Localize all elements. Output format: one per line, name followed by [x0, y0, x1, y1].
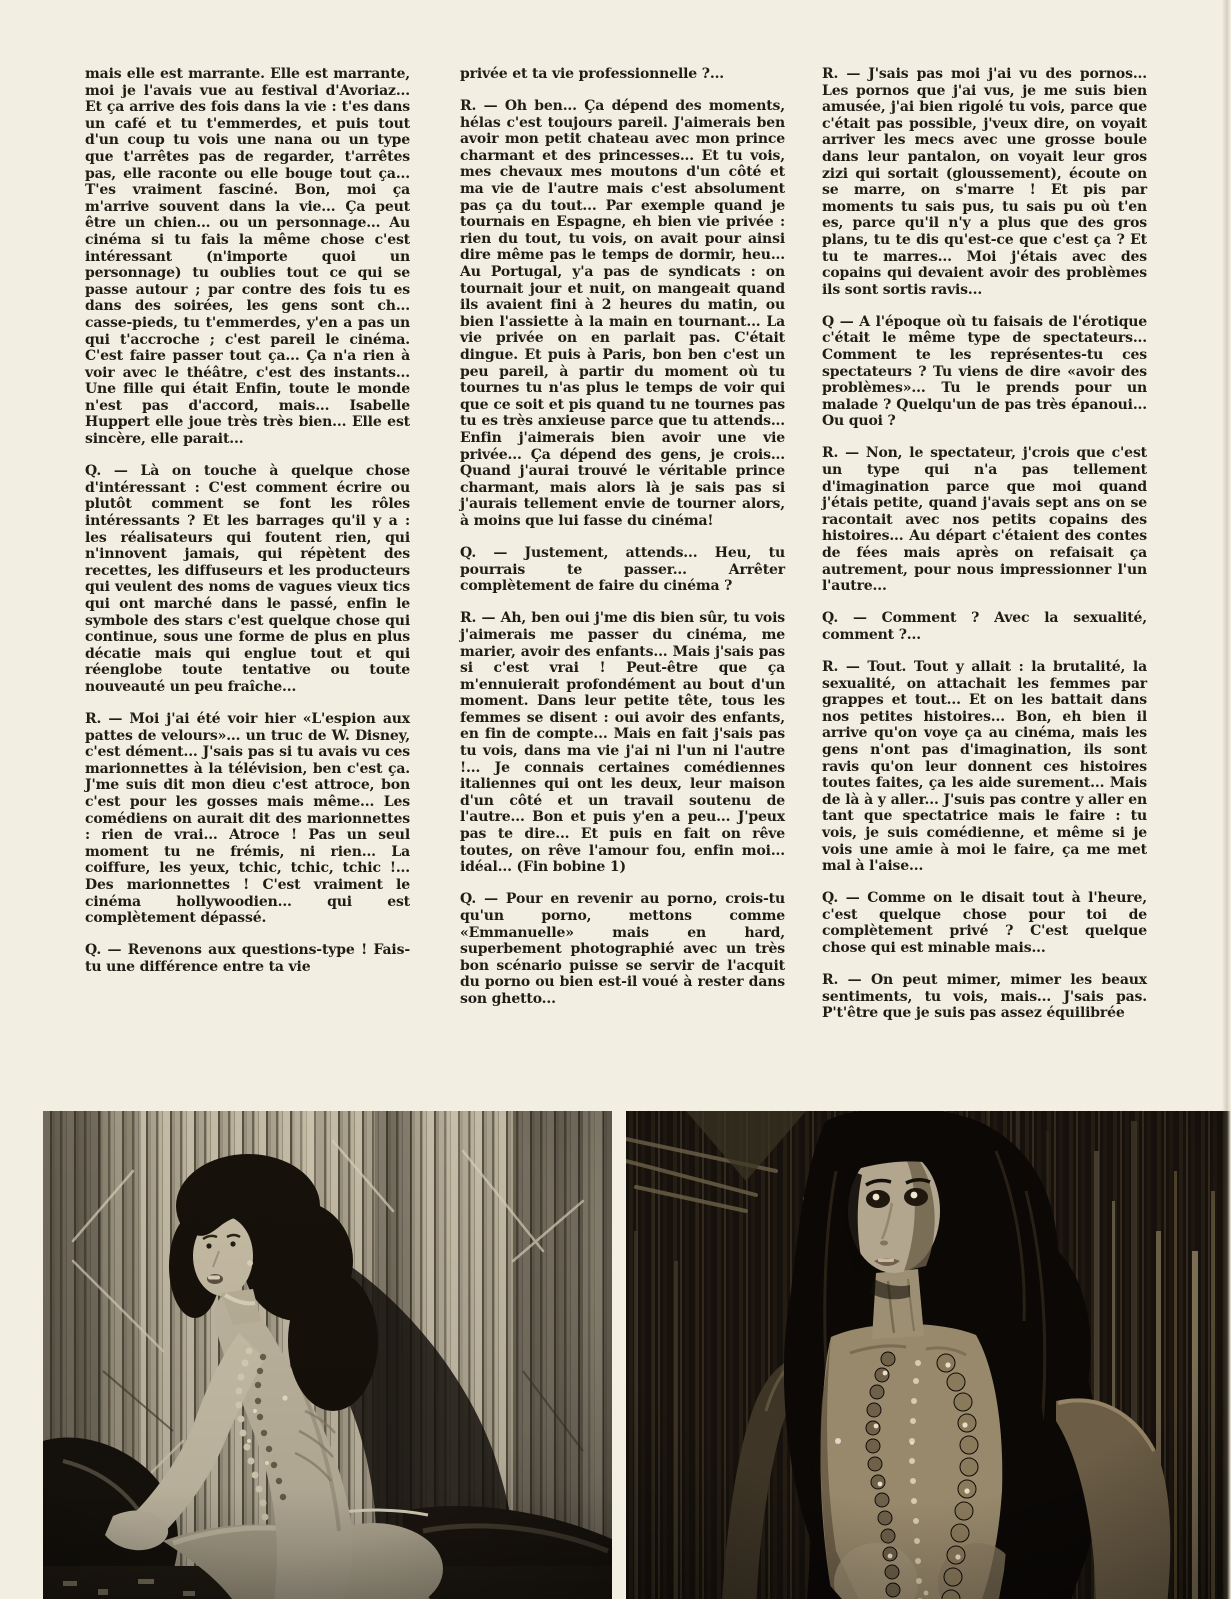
photo-woman-seated-profile-bamboo [43, 1111, 612, 1599]
interview-paragraph: mais elle est marrante. Elle est marrante, moi je l'avais vue au festival d'Avoriaz... Et ça arrive des fois dans la vie : t'es dans un café et tu t'emmerdes, et puis tout d'un coup tu vois une nana ou un type que t'arrêtes pas de regarder, t'arrêtes pas, elle raconte ou elle bouge tout ça... T'es vraiment fasciné. Bon, moi ça m'arrive souvent dans la vie... Ça peut être un chien... ou un personnage... Au cinéma si tu fais la même chose c'est intéressant (n'importe quoi un personnage) tu oublies tout ce qui se passe autour ; par contre des fois tu es dans des soirées, les gens sont ch... casse-pieds, tu t'emmerdes, y'en a pas un qui t'accroche ; c'est pareil le cinéma. C'est faire passer tout ça... Ça n'a rien à voir avec le théâtre, c'est des instants... Une fille qui était Enfin, toute le monde n'est pas d'accord, mais... Isabelle Huppert elle joue très très bien... Elle est sincère, elle parait... [85, 66, 410, 448]
text-column-1 [85, 66, 410, 975]
interview-paragraph: R. — Moi j'ai été voir hier «L'espion aux pattes de velours»... un truc de W. Disney, c'est dément... J'sais pas si tu avais vu ces marionnettes à la télévision, ben c'est ça. J'me suis dit mon dieu c'est attroce, bon c'est pour les gosses mais même... Les comédiens on aurait dit des marionnettes : rien de vrai... Atroce ! Pas un seul moment tu ne frémis, ni rien... La coiffure, les yeux, tchic, tchic, tchic !... Des marionnettes ! C'est vraiment le cinéma hollywoodien... qui est complètement dépassé. [85, 710, 410, 927]
vignette [626, 1111, 1231, 1599]
interview-paragraph: privée et ta vie professionnelle ?... [460, 66, 725, 82]
text-column-2 [460, 66, 785, 1007]
vignette [43, 1111, 612, 1599]
interview-paragraph: Q. — Revenons aux questions-type ! Fais-tu une différence entre ta vie [85, 942, 410, 975]
interview-paragraph: R. — Tout. Tout y allait : la brutalité, la sexualité, on attachait les femmes par grappes et tout... Et on les battait dans nos petites histoires... Bon, eh bien il arrive qu'on voye ça au cinéma, mais les gens n'ont pas d'imagination, ils sont ravis qu'on leur donnent ces histoires toutes faites, ça les aide surement... Mais de là à y aller... J'suis pas contre y aller en tant que spectatrice mais le faire : tu vois, je suis comédienne, et même si je vois une amie à moi le faire, ça me met mal à l'aise... [822, 659, 1147, 875]
interview-paragraph: R. — Oh ben... Ça dépend des moments, hélas c'est toujours pareil. J'aimerais ben avoir mon petit chateau avec mon prince charmant et des princesses... Et tu vois, mes chevaux mes moutons d'un côté et ma vie de l'autre mais c'est absolument pas ça du tout... Par exemple quand je tournais en Espagne, eh bien vie privée : rien du tout, tu vois, on avait pour ainsi dire même pas le temps de dormir, heu... Au Portugal, y'a pas de syndicats : on tournait jour et nuit, on mangeait quand ils avaient fini à 2 heures du matin, ou bien l'assiette à la main en tournant... La vie privée on en parlait pas. C'était dingue. Et puis à Paris, bon ben c'est un peu pareil, à partir du moment où tu tournes tu n'as plus le temps de voir qui que ce soit et pis quand tu ne tournes pas tu es très anxieuse parce que tu attends... Enfin j'aimerais bien avoir une vie privée... Ça dépend des gens, je crois... Quand j'aurai trouvé le véritable prince charmant, mais alors là je sais pas si j'aurais tellement envie de tourner alors, à moins que lui fasse du cinéma! [460, 98, 785, 529]
interview-paragraph: R. — Ah, ben oui j'me dis bien sûr, tu vois j'aimerais me passer du cinéma, me marier, avoir des enfants... Mais j'sais pas si c'est vrai ! Peut-être que ça m'ennuierait profondément au bout d'un moment. Dans leur petite tête, tous les femmes se disent : oui avoir des enfants, en fin de compte... Mais en fait j'sais pas tu vois, dans ma vie j'ai ni l'un ni l'autre !... Je connais certaines comédiennes italiennes qui ont les deux, leur maison d'un côté et un travail soutenu de l'autre... Bon et puis y'en a peu... J'peux pas te dire... Et puis en fait on rêve toutes, on rêve l'amour fou, enfin moi... idéal... (Fin bobine 1) [460, 610, 785, 876]
interview-paragraph: Q. — Comme on le disait tout à l'heure, c'est quelque chose pour toi de complètement privé ? C'est quelque chose qui est minable mais... [822, 890, 1147, 956]
interview-paragraph: R. — Non, le spectateur, j'crois que c'est un type qui n'a pas tellement d'imagination parce que moi quand j'étais petite, quand j'avais sept ans on se racontait avec nos petits copains des histoires... Au départ c'étaient des contes de fées mais après on refaisait ça autrement, pour nous impressionner l'un l'autre... [822, 445, 1147, 595]
page-scan-edge [1222, 0, 1231, 1599]
interview-paragraph: Q. — Là on touche à quelque chose d'intéressant : C'est comment écrire ou plutôt comment se font les rôles intéressants ? Et les barrages qu'il y a : les réalisateurs qui foutent rien, qui n'innovent jamais, qui répètent des recettes, les diffuseurs et les producteurs qui veulent des noms de vagues vieux tics qui ont marché dans le passé, enfin le symbole des stars c'est quelque chose qui continue, sous une forme de plus en plus décatie mais qui englue tout et qui réenglobe toute tentative ou toute nouveauté un peu fraîche... [85, 463, 410, 695]
photo-left-illustration [43, 1111, 612, 1599]
text-column-3 [822, 66, 1147, 1022]
interview-paragraph: Q. — Justement, attends... Heu, tu pourrais te passer... Arrêter complètement de faire du cinéma ? [460, 545, 785, 595]
interview-text [85, 66, 1147, 1022]
interview-paragraph: Q — A l'époque où tu faisais de l'érotique c'était le même type de spectateurs... Comment te les représentes-tu ces spectateurs ? Tu viens de dire «avoir des problèmes»... Tu le prends pour un malade ? Quelqu'un de pas très épanoui... Ou quoi ? [822, 313, 1147, 430]
interview-paragraph: Q. — Comment ? Avec la sexualité, comment ?... [822, 610, 1147, 643]
photo-woman-portrait-beads-bamboo [626, 1111, 1231, 1599]
interview-paragraph: Q. — Pour en revenir au porno, crois-tu qu'un porno, mettons comme «Emmanuelle» mais en hard, superbement photographié avec un très bon scénario puisse se servir de l'acquit du porno ou bien est-il voué à rester dans son ghetto... [460, 891, 785, 1007]
photo-right-illustration [626, 1111, 1231, 1599]
interview-paragraph: R. — J'sais pas moi j'ai vu des pornos... Les pornos que j'ai vus, je me suis bien amusée, j'ai bien rigolé tu vois, parce que c'était pas possible, j'veux dire, on voyait arriver les mecs avec une grosse boule dans leur pantalon, on voyait leur gros zizi qui sortait (gloussement), écoute on se marre, on s'marre ! Et pis par moments tu sais pus, tu sais pu où t'en es, parce qu'il n'y a plus que des gros plans, tu te dis qu'est-ce que c'est ça ? Et tu te marres... Moi j'étais avec des copains qui devaient avoir des problèmes ils sont sortis ravis... [822, 66, 1147, 298]
interview-paragraph: R. — On peut mimer, mimer les beaux sentiments, tu vois, mais... J'sais pas. P't'être que je suis pas assez équilibrée [822, 972, 1147, 1022]
